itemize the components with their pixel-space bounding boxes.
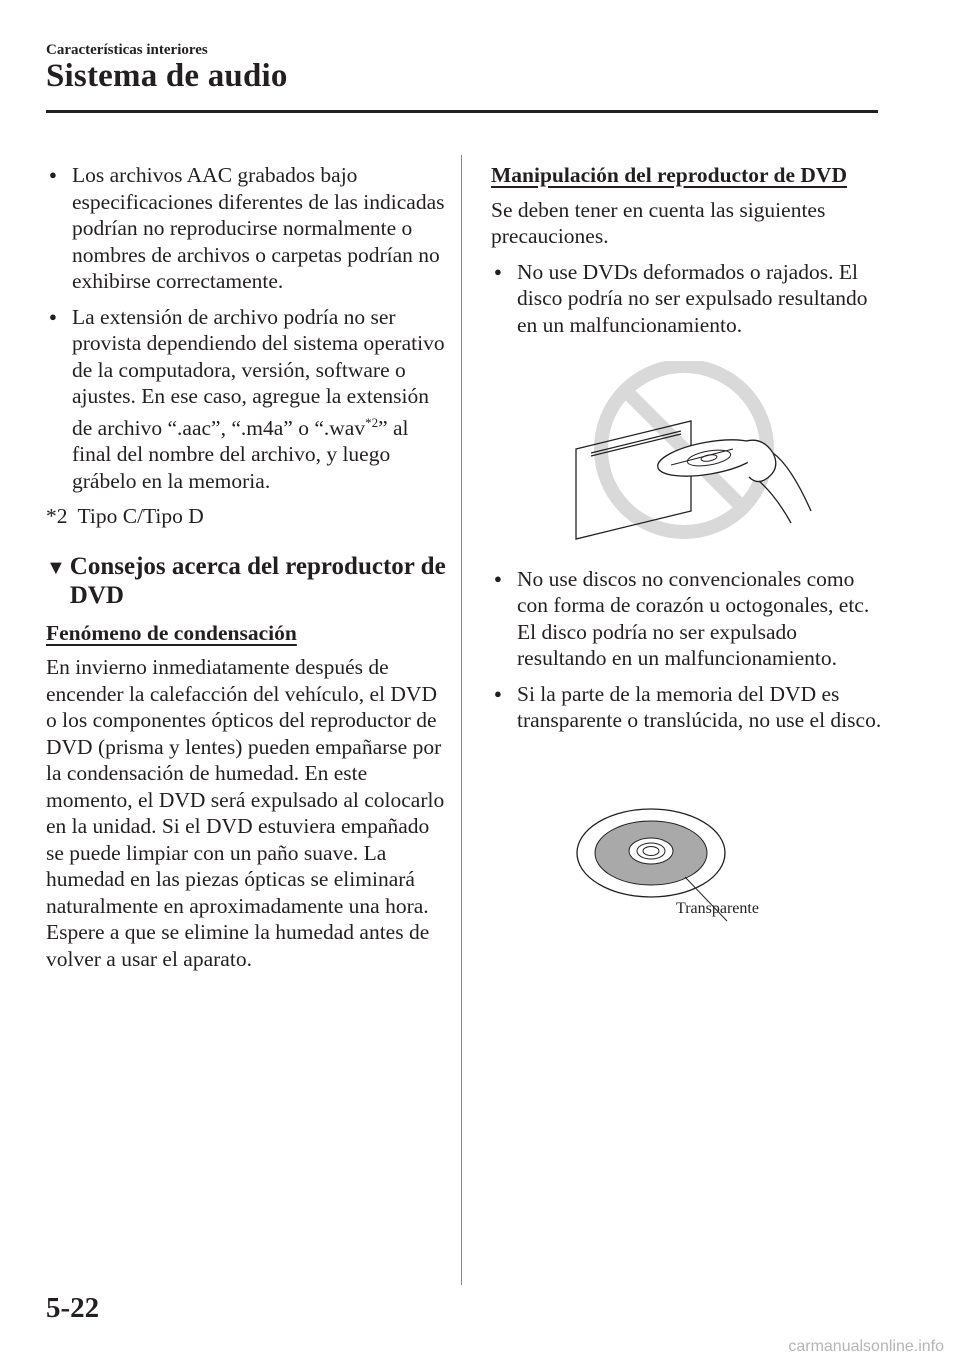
bullet-text: Si la parte de la memoria del DVD es transparente o translúcida, no use el disco. bbox=[517, 681, 882, 732]
bullet-text-part: ” al final del nombre del archivo, y luego grábelo en la memoria. bbox=[72, 415, 409, 493]
condensation-paragraph: En invierno inmediatamente después de encender la calefacción del vehículo, el DVD o los componentes ópticos del reproductor de DVD (prisma y lentes) pueden empañarse por la condensación de humedad. En este momento, el DVD será expulsado al colocarlo en la unidad. Si el DVD estuviera empañado se puede limpiar con un paño suave. La humedad en las piezas ópticas se eliminará naturalmente en aproximadamente una hora. Espere a que se elimine la humedad antes de volver a usar el aparato. bbox=[46, 655, 445, 971]
bullet-text-part: La extensión de archivo podría no ser provista dependiendo del sistema operativo de la computadora, versión, software o ajustes. En ese caso, agregue la extensión de archivo “.aac”, “.m4a” o “.wav bbox=[72, 304, 445, 440]
watermark: carmanualsonline.info bbox=[788, 1338, 944, 1355]
figure-caption: Transparente bbox=[676, 900, 759, 917]
triangle-down-icon: ▼ bbox=[46, 556, 66, 579]
subheading-text: Consejos acerca del reproductor de DVD bbox=[69, 552, 446, 609]
page-number: 5-22 bbox=[46, 1292, 100, 1324]
subheading bbox=[46, 552, 446, 610]
bullet-dot-icon: ● bbox=[494, 685, 502, 701]
section-label: Características interiores bbox=[46, 42, 208, 58]
bullet-text bbox=[72, 305, 445, 493]
right-column bbox=[491, 162, 886, 964]
title-rule bbox=[46, 110, 878, 113]
list-item bbox=[491, 566, 886, 672]
list-item bbox=[46, 162, 446, 295]
footnote-symbol: *2 bbox=[46, 504, 68, 529]
column-divider bbox=[461, 155, 462, 1285]
left-column bbox=[46, 162, 446, 981]
bullet-text: No use discos no convencionales como con forma de corazón u octogonales, etc. El disco podría no ser expulsado resultando en un malfuncionamiento. bbox=[517, 566, 870, 670]
list-item bbox=[491, 259, 886, 339]
transparent-disc-illustration bbox=[491, 803, 886, 958]
bullet-text: Los archivos AAC grabados bajo especificaciones diferentes de las indicadas podrían no reproducirse normalmente o nombres de archivos o carpetas podrían no exhibirse correctamente. bbox=[72, 163, 445, 293]
bullet-dot-icon: ● bbox=[49, 167, 57, 182]
dvd-handling-heading: Manipulación del reproductor de DVD bbox=[491, 163, 847, 187]
footnote-ref: *2 bbox=[365, 414, 379, 430]
page-title: Sistema de audio bbox=[46, 58, 288, 94]
prohibited-deformed-disc-illustration bbox=[491, 361, 886, 541]
list-item bbox=[46, 304, 446, 495]
bullet-dot-icon: ● bbox=[494, 570, 502, 586]
bullet-dot-icon: ● bbox=[49, 308, 57, 324]
intro-paragraph: Se deben tener en cuenta las siguientes precauciones. bbox=[491, 197, 826, 248]
bullet-text: No use DVDs deformados o rajados. El disco podría no ser expulsado resultando en un malfuncionamiento. bbox=[517, 259, 868, 337]
list-item bbox=[491, 681, 886, 734]
bullet-dot-icon: ● bbox=[494, 263, 502, 279]
footnote bbox=[46, 503, 446, 530]
condensation-heading: Fenómeno de condensación bbox=[46, 620, 297, 645]
footnote-text: Tipo C/Tipo D bbox=[77, 504, 204, 529]
